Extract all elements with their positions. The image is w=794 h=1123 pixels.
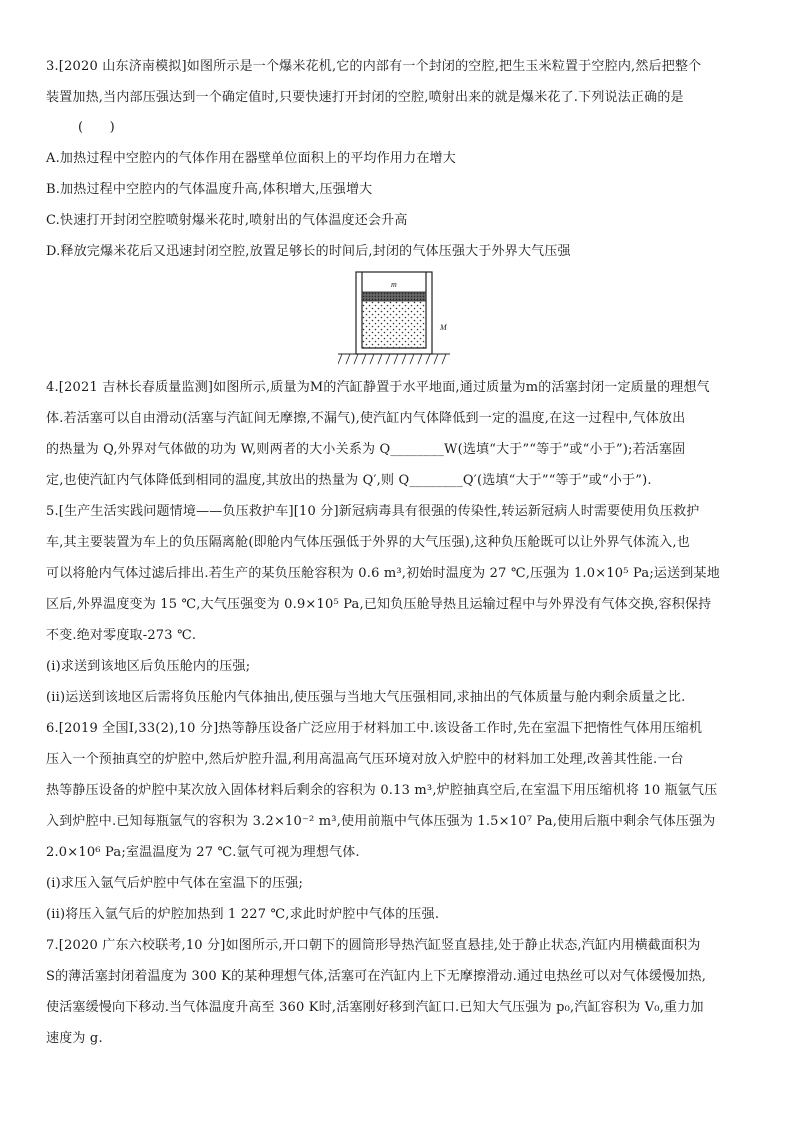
q4-line-1: 4.[2021 吉林长春质量监测]如图所示,质量为M的汽缸静置于水平地面,通过质量为m的活塞封闭一定质量的理想气 <box>46 380 710 395</box>
q6-line-1: 6.[2019 全国Ⅰ,33(2),10 分]热等静压设备广泛应用于材料加工中.该设备工作时,先在室温下把惰性气体用压缩机 <box>46 721 703 736</box>
q7-line-4: 速度为 g. <box>46 1031 103 1046</box>
q5-line-4: 区后,外界温度变为 15 ℃,大气压强变为 0.9×10⁵ Pa,已知负压舱导热且运输过程中与外界没有气体交换,容积保持 <box>46 597 712 612</box>
q5-line-3: 可以将舱内气体过滤后排出.若生产的某负压舱容积为 0.6 m³,初始时温度为 27 ℃,压强为 1.0×10⁵ Pa;运送到某地 <box>46 566 720 581</box>
q4-line-2: 体.若活塞可以自由滑动(活塞与汽缸间无摩擦,不漏气),使汽缸内气体降低到一定的温度,在这一过程中,气体放出 <box>46 411 686 426</box>
q5-line-1: 5.[生产生活实践问题情境——负压救护车][10 分]新冠病毒具有很强的传染性,转运新冠病人时需要使用负压救护 <box>46 504 700 519</box>
q3-stem-line-1: 3.[2020 山东济南模拟]如图所示是一个爆米花机,它的内部有一个封闭的空腔,把生玉米粒置于空腔内,然后把整个 <box>46 59 702 74</box>
q6-sub-question-2: (ii)将压入氩气后的炉腔加热到 1 227 ℃,求此时炉腔中气体的压强. <box>46 907 440 922</box>
q6-sub-question-1: (i)求压入氩气后炉腔中气体在室温下的压强; <box>46 876 304 891</box>
q3-option-c: C.快速打开封闭空腔喷射爆米花时,喷射出的气体温度还会升高 <box>46 213 408 228</box>
q7-line-1: 7.[2020 广东六校联考,10 分]如图所示,开口朝下的圆筒形导热汽缸竖直悬挂,处于静止状态,汽缸内用横截面积为 <box>46 938 701 953</box>
q4-line-4: 定,也使汽缸内气体降低到相同的温度,其放出的热量为 Q′,则 Q________Q′(选填“大于”“等于”或“小于”). <box>46 473 652 488</box>
q3-option-a: A.加热过程中空腔内的气体作用在器壁单位面积上的平均作用力在增大 <box>46 151 456 166</box>
q5-sub-question-2: (ii)运送到该地区后需将负压舱内气体抽出,使压强与当地大气压强相同,求抽出的气体质量与舱内剩余质量之比. <box>46 690 686 705</box>
q3-option-b: B.加热过程中空腔内的气体温度升高,体积增大,压强增大 <box>46 182 373 197</box>
cylinder-piston-diagram <box>338 268 450 368</box>
q5-line-5: 不变.绝对零度取-273 ℃. <box>46 628 197 643</box>
q3-stem-line-2: 装置加热,当内部压强达到一个确定值时,只要快速打开封闭的空腔,喷射出来的就是爆米花了.下列说法正确的是 <box>46 90 684 105</box>
q6-line-4: 入到炉腔中.已知每瓶氩气的容积为 3.2×10⁻² m³,使用前瓶中气体压强为 1.5×10⁷ Pa,使用后瓶中剩余气体压强为 <box>46 814 716 829</box>
q3-answer-paren: ( ) <box>78 120 115 135</box>
ground-hatch <box>338 354 450 364</box>
q6-line-2: 压入一个预抽真空的炉腔中,然后炉腔升温,利用高温高气压环境对放入炉腔中的材料加工处理,改善其性能.一台 <box>46 752 684 767</box>
q5-sub-question-1: (i)求送到该地区后负压舱内的压强; <box>46 659 251 674</box>
q3-option-d: D.释放完爆米花后又迅速封闭空腔,放置足够长的时间后,封闭的气体压强大于外界大气压强 <box>46 244 571 259</box>
cylinder-piston-figure <box>338 268 450 368</box>
cylinder-mass-label: M <box>440 323 447 332</box>
q5-line-2: 车,其主要装置为车上的负压隔离舱(即舱内气体压强低于外界的大气压强),这种负压舱既可以让外界气体流入,也 <box>46 535 690 550</box>
piston <box>362 292 426 301</box>
piston-mass-label: m <box>391 280 397 289</box>
q7-line-2: S的薄活塞封闭着温度为 300 K的某种理想气体,活塞可在汽缸内上下无摩擦滑动.通过电热丝可以对气体缓慢加热, <box>46 969 707 984</box>
q6-line-5: 2.0×10⁶ Pa;室温温度为 27 ℃.氩气可视为理想气体. <box>46 845 360 860</box>
q7-line-3: 使活塞缓慢向下移动.当气体温度升高至 360 K时,活塞刚好移到汽缸口.已知大气压强为 p₀,汽缸容积为 V₀,重力加 <box>46 1000 704 1015</box>
q6-line-3: 热等静压设备的炉腔中某次放入固体材料后剩余的容积为 0.13 m³,炉腔抽真空后,在室温下用压缩机将 10 瓶氩气压 <box>46 783 718 798</box>
q4-line-3: 的热量为 Q,外界对气体做的功为 W,则两者的大小关系为 Q________W(选填“大于”“等于”或“小于”);若活塞固 <box>46 442 686 457</box>
gas-region <box>362 301 426 348</box>
